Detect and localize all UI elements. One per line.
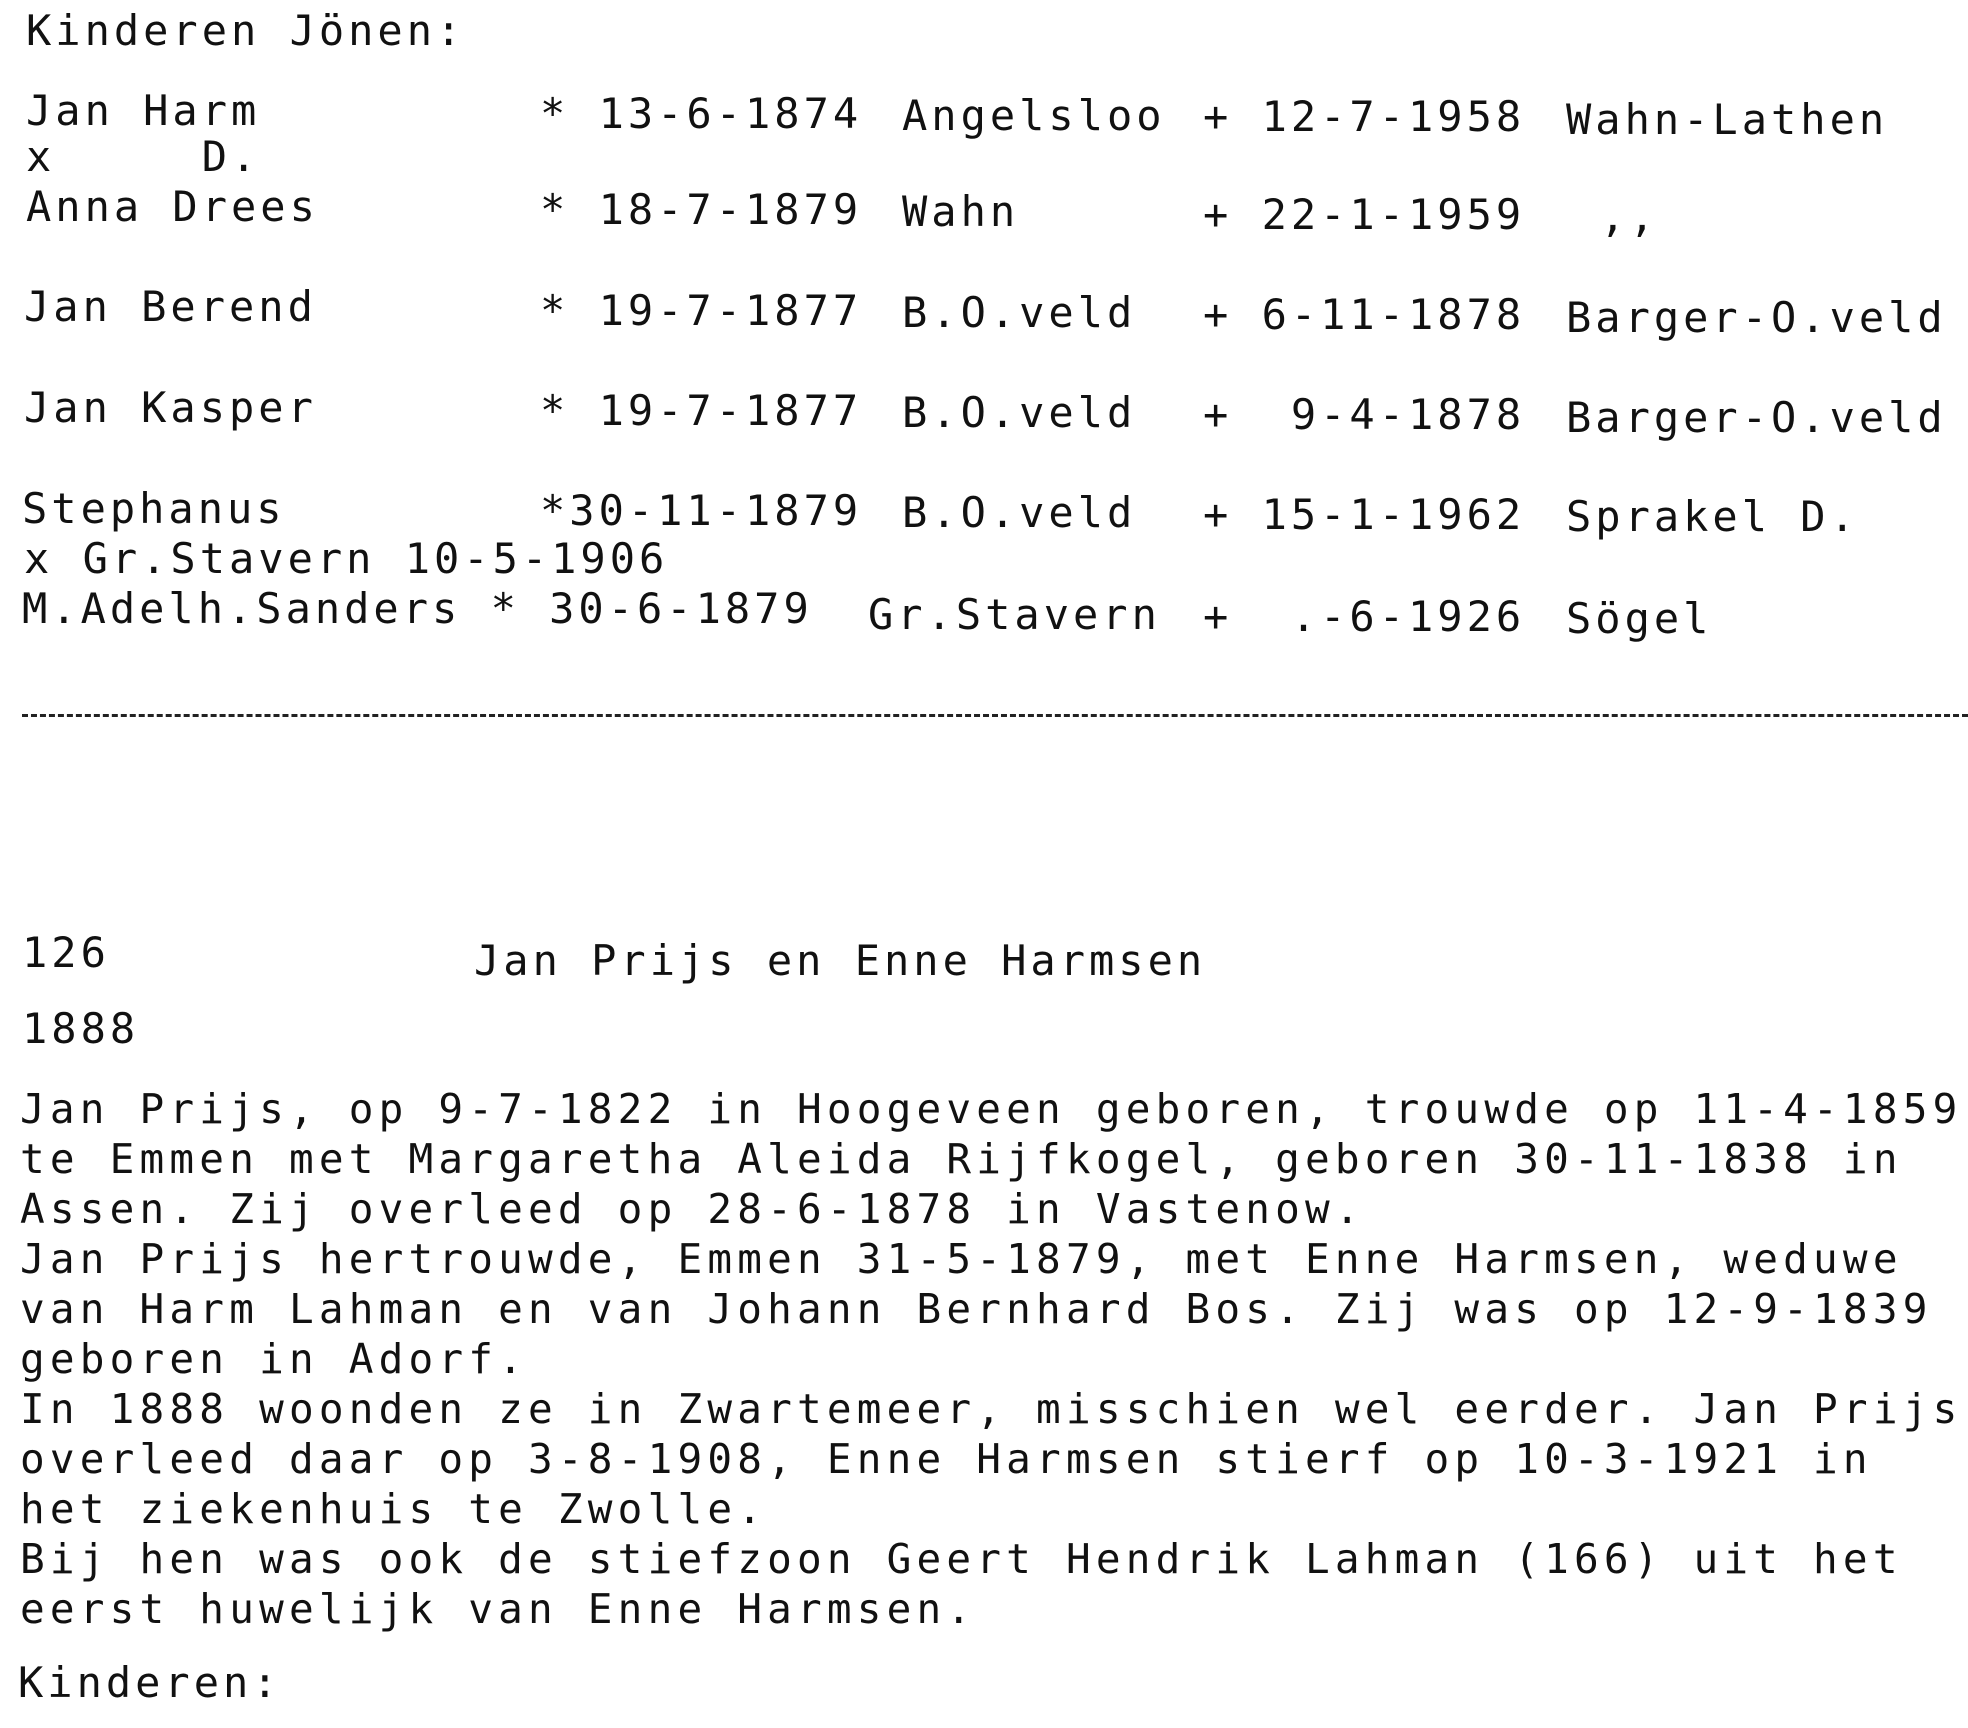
children-heading-jonen: Kinderen Jönen: — [26, 6, 466, 55]
spouse-name: Anna Drees — [26, 182, 319, 231]
child-birth-place: B.O.veld — [902, 288, 1137, 337]
child-name: Stephanus — [22, 484, 286, 533]
spouse-birth-place: Wahn — [902, 187, 1020, 236]
entry-body-line: Jan Prijs, op 9-7-1822 in Hoogeveen geboren, trouwde op 11-4-1859 — [20, 1085, 1963, 1133]
spouse-name-birth: M.Adelh.Sanders * 30-6-1879 — [22, 584, 813, 633]
child-death-place: Wahn-Lathen — [1566, 95, 1889, 144]
child-death-date: + 12-7-1958 — [1203, 92, 1526, 141]
child-birth-date: * 19-7-1877 — [540, 286, 863, 335]
entry-number: 126 — [22, 928, 110, 977]
child-birth-date: *30-11-1879 — [540, 486, 863, 535]
child-death-place: Barger-O.veld — [1566, 293, 1947, 342]
child-birth-place: Angelsloo — [902, 91, 1166, 140]
entry-body-line: In 1888 woonden ze in Zwartemeer, misschien wel eerder. Jan Prijs — [20, 1385, 1963, 1433]
entry-body-line: Jan Prijs hertrouwde, Emmen 31-5-1879, met Enne Harmsen, weduwe — [20, 1235, 1903, 1283]
child-death-date: + 15-1-1962 — [1203, 490, 1526, 539]
section-divider — [22, 714, 1968, 717]
entry-body-line: het ziekenhuis te Zwolle. — [20, 1485, 768, 1533]
children-heading: Kinderen: — [18, 1658, 282, 1707]
child-birth-place: B.O.veld — [902, 388, 1137, 437]
entry-body-line: te Emmen met Margaretha Aleida Rijfkogel, geboren 30-11-1838 in — [20, 1135, 1903, 1183]
spouse-death-place: Sögel — [1566, 594, 1713, 643]
entry-year: 1888 — [22, 1004, 140, 1053]
child-death-place: Barger-O.veld — [1566, 393, 1947, 442]
spouse-death-date: + .-6-1926 — [1203, 592, 1526, 641]
entry-body-line: Assen. Zij overleed op 28-6-1878 in Vastenow. — [20, 1185, 1365, 1233]
spouse-death-date: + 22-1-1959 — [1203, 190, 1526, 239]
entry-title: Jan Prijs en Enne Harmsen — [474, 936, 1207, 985]
marriage-line: x Gr.Stavern 10-5-1906 — [24, 534, 669, 583]
child-name: Jan Harm — [26, 86, 261, 135]
entry-body-line: overleed daar op 3-8-1908, Enne Harmsen stierf op 10-3-1921 in — [20, 1435, 1873, 1483]
entry-body-line: geboren in Adorf. — [20, 1335, 529, 1383]
spouse-birth-date: * 18-7-1879 — [540, 185, 863, 234]
child-birth-date: * 19-7-1877 — [540, 386, 863, 435]
spouse-death-place: ,, — [1600, 192, 1659, 241]
marriage-line: x D. — [26, 132, 261, 181]
child-death-date: + 6-11-1878 — [1203, 290, 1526, 339]
child-name: Jan Berend — [24, 282, 317, 331]
child-birth-place: B.O.veld — [902, 488, 1137, 537]
child-death-place: Sprakel D. — [1566, 492, 1859, 541]
spouse-birth-place: Gr.Stavern — [868, 590, 1161, 639]
child-death-date: + 9-4-1878 — [1203, 390, 1526, 439]
child-birth-date: * 13-6-1874 — [540, 89, 863, 138]
child-name: Jan Kasper — [24, 383, 317, 432]
entry-body-line: eerst huwelijk van Enne Harmsen. — [20, 1585, 977, 1633]
entry-body-line: Bij hen was ook de stiefzoon Geert Hendrik Lahman (166) uit het — [20, 1535, 1903, 1583]
entry-body-line: van Harm Lahman en van Johann Bernhard Bos. Zij was op 12-9-1839 — [20, 1285, 1933, 1333]
